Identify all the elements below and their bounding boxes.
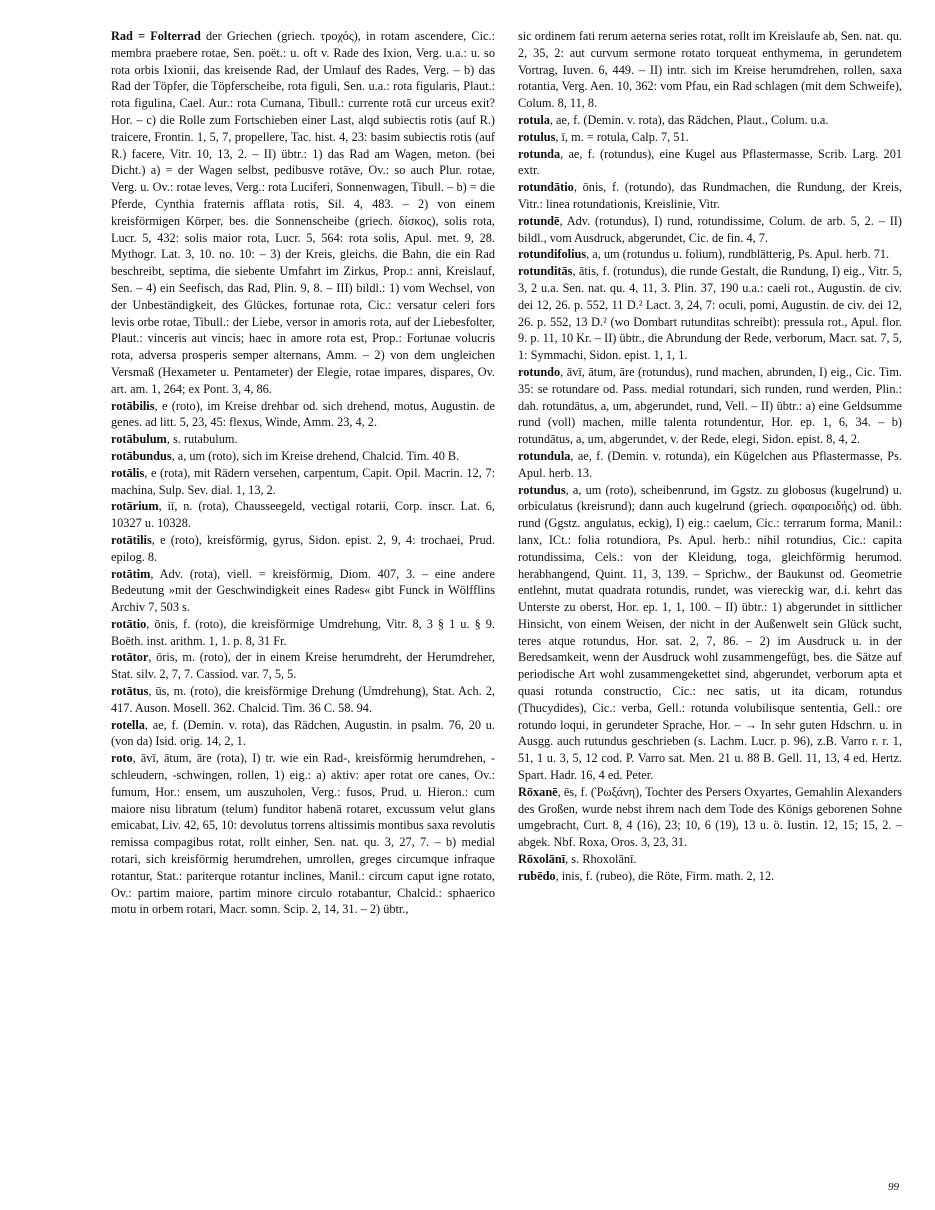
entry-headword: Rōxolānī (518, 852, 566, 867)
entry-headword: rotunditās (518, 264, 573, 279)
entry-definition: , e (roto), kreisförmig, gyrus, Sidon. epist. 2, 9, 4: trochaei, Prud. epilog. 8. (111, 532, 495, 564)
dictionary-entry (111, 28, 495, 398)
entry-headword: Rōxanē (518, 784, 558, 799)
dictionary-entry (518, 179, 902, 213)
entry-definition: , ae, f. (rotundus), eine Kugel aus Pflastermasse, Scrib. Larg. 201 extr. (518, 146, 902, 178)
entry-definition: , ae, f. (Demin. v. rota), das Rädchen, Augustin. in psalm. 76, 20 u. (von da) Isid. orig. 14, 2, 1. (111, 717, 495, 749)
entry-definition: , āvī, ātum, āre (rota), I) tr. wie ein Rad-, kreisförmig herumdrehen, -schleudern, -schwingen, rollen, 1) eig.: a) aktiv: aper rotat ore canes, Ov.: fumum, Hor.: ensem, um auszuholen, Verg.: fusos, Prud. u. Hieron.: cum maiore nisu libratum (telum) funditor habenā rotaret, excussum velut glans emicabat, Liv. 42, 65, 10: devolutus torrens altissimis montibus saxa revolutis remissa compagibus rotat, rollt einher, Sen. nat. qu. 3, 27, 7. – b) medial rotari, sich kreisförmig herumdrehen, umrollen, greges circumque infraque rotantur, Stat.: pariterque rotantur inclines, Manil.: circum caput igne rotato, Ov.: partim maiore, partim minore circulo rotabantur, Chalcid.: sphaerico motu in orbem rotari, Macr. somn. Scip. 2, 14, 31. – 2) übtr., (111, 751, 495, 917)
entry-definition: , s. rutabulum. (166, 432, 238, 447)
entry-definition: der Griechen (griech. τροχός), in rotam ascendere, Cic.: membra praebere rotae, Sen. poët.: u. oft v. Rade des Ixion, Verg. u.a.: u. so rota orbis Ixionii, das kreisende Rad, der Umlauf des Rades, Verg. – b) das Rad der Töpfer, die Töpferscheibe, rota figuli, Sen. u.a.: rota figularis, Plaut.: rota figulina, Cael. Aur.: rota Cumana, Tibull.: currente rotā cur urceus exit? Hor. – c) die Rolle zum Fortschieben einer Last, alqd subiectis rotis (auf R.) traicere, Frontin. 1, 5, 7, propellere, Tac. hist. 4, 23: basim subiectis rotis (auf R.) facere, Vitr. 10, 13, 2. – II) übtr.: 1) das Rad am Wagen, meton. (bei Dicht.) a) = der Wagen selbst, pedibusve rotāve, Ov.: so auch Plur. rotae, Verg. u. Ov.: rotae leves, Verg.: rota Luciferi, Sonnenwagen, Tibull. – b) = die Pferde, Cynthia fraternis afflata rotis, Sil. 4, 483. – 2) von einem kreisförmigen Körper, bes. die Sonnenscheibe (griech. δίσκος), solis rota, Lucr. 5, 432: solis maior rota, Lucr. 5, 564: rota solis, Apul. met. 9, 28. Mythogr. Lat. 3, 10. no. 10: – 3) der Kreis, gleichs. die Bahn, die ein Rad beschreibt, septima, die siebente Umfahrt im Zirkus, Prop.: anni, Kreislauf, Sen. – 4) ein Seefisch, das Rad, Plin. 9, 8. – III) bildl.: 1) vom Wechsel, von der Unbeständigkeit, des Glückes, fortunae rota, Cic.: versatur celeri fors levis orbe rotae, Tibull.: der Liebe, versor in amoris rota, auf der Liebesfolter, Plaut.: vinceris aut vincis; haec in amore rota est, Prop.: Fortunae volucris rota, adversa prosperis semper alternans, Amm. – 2) von dem ungleichen Versmaß (Hexameter u. Pentameter) der Elegie, rotae impares, dispares, Ov. art. am. 1, 264; ex Pont. 3, 4, 86. (111, 29, 495, 396)
entry-definition: , a, um (roto), sich im Kreise drehend, Chalcid. Tim. 40 B. (171, 448, 460, 463)
dictionary-entry (111, 465, 495, 499)
entry-headword: rotābulum (111, 432, 167, 447)
dictionary-entry (518, 213, 902, 247)
entry-headword: rotārium (111, 499, 159, 514)
dictionary-entry (518, 482, 902, 784)
entry-definition: , ae, f. (Demin. v. rota), das Rädchen, Plaut., Colum. u.a. (549, 112, 829, 127)
dictionary-entry (111, 717, 495, 751)
entry-definition: , e (roto), im Kreise drehbar od. sich drehend, motus, Augustin. de genes. ad litt. 5, 23, 45: flexus, Winde, Amm. 23, 4, 2. (111, 398, 495, 430)
entry-headword: rotula (518, 112, 550, 127)
entry-headword: rotunda (518, 146, 561, 161)
entry-headword: rotundifolius (518, 247, 587, 262)
entry-definition: , Adv. (rota), viell. = kreisförmig, Diom. 407, 3. – eine andere Bedeutung »mit der Geschwindigkeit eines Rades« gibt Funck in Wölfflins Archiv 7, 503 s. (111, 566, 495, 615)
dictionary-entry (518, 146, 902, 180)
dictionary-entry (518, 784, 902, 851)
entry-headword: rotātio (111, 616, 147, 631)
entry-headword: rotātilis (111, 532, 152, 547)
entry-definition: , ī, m. = rotula, Calp. 7, 51. (555, 129, 689, 144)
dictionary-entry (111, 398, 495, 432)
entry-headword: rotābundus (111, 448, 172, 463)
dictionary-entry (111, 431, 495, 448)
dictionary-entry (518, 448, 902, 482)
entry-headword: rotundula (518, 448, 571, 463)
entry-headword: rotella (111, 717, 145, 732)
entry-headword: rotulus (518, 129, 556, 144)
dictionary-entry (518, 851, 902, 868)
right-column (518, 28, 902, 1178)
dictionary-entry (518, 129, 902, 146)
dictionary-entry (111, 448, 495, 465)
entry-headword: roto (111, 751, 133, 766)
dictionary-entry (111, 683, 495, 717)
dictionary-entry (111, 566, 495, 616)
entry-definition: , ōnis, f. (rotundo), das Rundmachen, die Rundung, der Kreis, Vitr.: linea rotundationis, Kreislinie, Vitr. (518, 180, 902, 211)
entry-headword: rotālis (111, 465, 145, 480)
entry-definition: , ātis, f. (rotundus), die runde Gestalt, die Rundung, I) eig., Vitr. 5, 3, 2 u.a. Sen. nat. qu. 4, 11, 3. Plin. 37, 190 u.a.: caeli rot., Augustin. de civ. dei 12, 26. p. 552, 11 D.² Lact. 3, 24, 7: oculi, pomi, Augustin. de civ. dei 12, 26. p. 552, 13 D.² (wo Dombart rutunditas schreibt): pressula rot., Apul. flor. 9. p. 11, 10 Kr. – II) übtr., die Abrundung der Rede, verborum, Macr. sat. 7, 5, 1: Symmachi, Sidon. epist. 1, 1, 1. (518, 264, 902, 363)
dictionary-entry (518, 112, 902, 129)
entry-definition: , a, um (rotundus u. folium), rundblätterig, Ps. Apul. herb. 71. (586, 247, 890, 262)
entry-headword: rotundē (518, 213, 560, 228)
entry-definition: , ōnis, f. (roto), die kreisförmige Umdrehung, Vitr. 8, 3 § 1 u. § 9. Boëth. inst. arithm. 1, 1. p. 8, 31 Fr. (111, 616, 495, 648)
dictionary-entry (111, 616, 495, 650)
entry-definition: , s. Rhoxolānī. (565, 852, 637, 867)
dictionary-entry (111, 532, 495, 566)
entry-headword: rubēdo (518, 868, 556, 883)
dictionary-entry (111, 498, 495, 532)
entry-definition: , ūs, m. (roto), die kreisförmige Drehung (Umdrehung), Stat. Ach. 2, 417. Auson. Mosell. 362. Chalcid. Tim. 36 C. 58. 94. (111, 684, 495, 715)
entry-headword: rotātor (111, 650, 149, 665)
left-column (111, 28, 495, 1178)
entry-definition: , a, um (roto), scheibenrund, im Ggstz. zu globosus (kugelrund) u. orbiculatus (kreisrund); dann auch kugelrund (griech. σφαιροειδής) od. übh. rund (Ggstz. angulatus, eckig), I) eig.: caelum, Cic.: terrarum forma, Manil.: lanx, ICt.: folia rotundiora, Ps. Apul. herb.: nihil rotundius, Cic.: capita rotundissima, Cels.: von der Kleidung, toga, gleichförmig herumod. herabhangend, Quint. 11, 3, 139. – Sprichw., der Baukunst od. Geometrie entlehnt, mutat quadrata rotundis, rundet, was viereckig war, d.i. kehrt das Unterste zu oberst, Hor. ep. 1, 1, 100. – II) übtr.: 1) abgerundet in sittlicher Hinsicht, von einem Weisen, der nicht in der Außenwelt sein Glück sucht, teres atque rotundus, Hor. sat. 2, 7, 86. – 2) im Ausdruck u. in der Beredsamkeit, wenn der Ausdruck wohl zusammengefügt, bes. die Sätze auf periodische Art wohl zusammengekettet sind, abgerundet, verborum apta et quasi rotunda constructio, Cic.: nec satis, ut ita dicam, rotundus (Thucydides), Cic.: verba, Gell.: rotunda volubilisque sententia, Gell.: ore rotundo loqui, in gerundeter Sprache, Hor. – → In sehr guten Hdschrn. u. in Ausgg. auch rutundus geschrieben (s. Lachm. Lucr. p. 96), z.B. Varro r. r. 1, 51, 1 u. 3, 5, 12 cod. P. Varro sat. Men. 21 u. 88 B. Gell. 11, 13, 4 ed. Hertz. Spart. Hadr. 16, 4 ed. Peter. (518, 482, 902, 783)
page-number: 99 (888, 1181, 899, 1193)
entry-headword: rotundātio (518, 180, 574, 195)
entry-headword: rotātim (111, 566, 151, 581)
dictionary-entry (111, 750, 495, 918)
entry-definition: , ae, f. (Demin. v. rotunda), ein Kügelchen aus Pflastermasse, Ps. Apul. herb. 13. (518, 448, 902, 480)
entry-definition: , ēs, f. (Ῥωξάνη), Tochter des Persers Oxyartes, Gemahlin Alexanders des Großen, wurde nebst ihrem nach dem Tode des Königs geborenen Sohne umgebracht, Curt. 8, 4 (16), 23; 10, 6 (19), 13 u. ö. Iustin. 12, 15; 15, 2. – abgek. Nbf. Roxa, Oros. 3, 23, 31. (518, 784, 902, 850)
entry-headword: rotābilis (111, 398, 155, 413)
entry-headword: rotundus (518, 482, 566, 497)
entry-definition: , inis, f. (rubeo), die Röte, Firm. math. 2, 12. (555, 868, 775, 883)
entry-headword: rotātus (111, 684, 149, 699)
dictionary-entry (518, 364, 902, 448)
entry-definition: sic ordinem fati rerum aeterna series rotat, rollt im Kreislaufe ab, Sen. nat. qu. 2, 35, 2: aut curvum sermone rotato torqueat enthymema, in gerundetem Vortrag, Iuven. 6, 449. – II) intr. sich im Kreise herumdrehen, rollen, saxa rotantia, Verg. Aen. 10, 362: vom Pfau, ein Rad schlagen (mit dem Schweife), Colum. 8, 11, 8. (518, 29, 902, 111)
entry-definition: , Adv. (rotundus), I) rund, rotundissime, Colum. de arb. 5, 2. – II) bildl., vom Ausdruck, abgerundet, Cic. de fin. 4, 7. (518, 213, 902, 245)
dictionary-entry (518, 868, 902, 885)
entry-definition: , ōris, m. (roto), der in einem Kreise herumdreht, der Herumdreher, Stat. silv. 2, 7, 7. Cassiod. var. 7, 5, 5. (111, 650, 495, 682)
dictionary-entry (518, 246, 902, 263)
dictionary-entry (518, 28, 902, 112)
entry-definition: , āvī, ātum, āre (rotundus), rund machen, abrunden, I) eig., Cic. Tim. 35: se rotundare od. Pass. medial rotundari, sich runden, rund werden, Plin.: dah. rotundātus, a, um, abgerundet, rund, Vell. – II) übtr.: a) eine Geldsumme rund (voll) machen, mille talenta rotundentur, Hor. ep. 1, 6, 34. – b) rotundātus, a, um, abgerundet, v. der Rede, elegi, Sidon. epist. 8, 4, 2. (518, 364, 902, 447)
entry-headword: rotundo (518, 364, 561, 379)
entry-headword: Rad = Folterrad (111, 29, 201, 43)
dictionary-entry (518, 263, 902, 364)
entry-definition: , iī, n. (rota), Chausseegeld, vectigal rotarii, Corp. inscr. Lat. 6, 10327 u. 10328. (111, 499, 495, 531)
entry-definition: , e (rota), mit Rädern versehen, carpentum, Capit. Opil. Macrin. 12, 7: machina, Sulp. Sev. dial. 1, 13, 2. (111, 465, 495, 497)
dictionary-entry (111, 649, 495, 683)
